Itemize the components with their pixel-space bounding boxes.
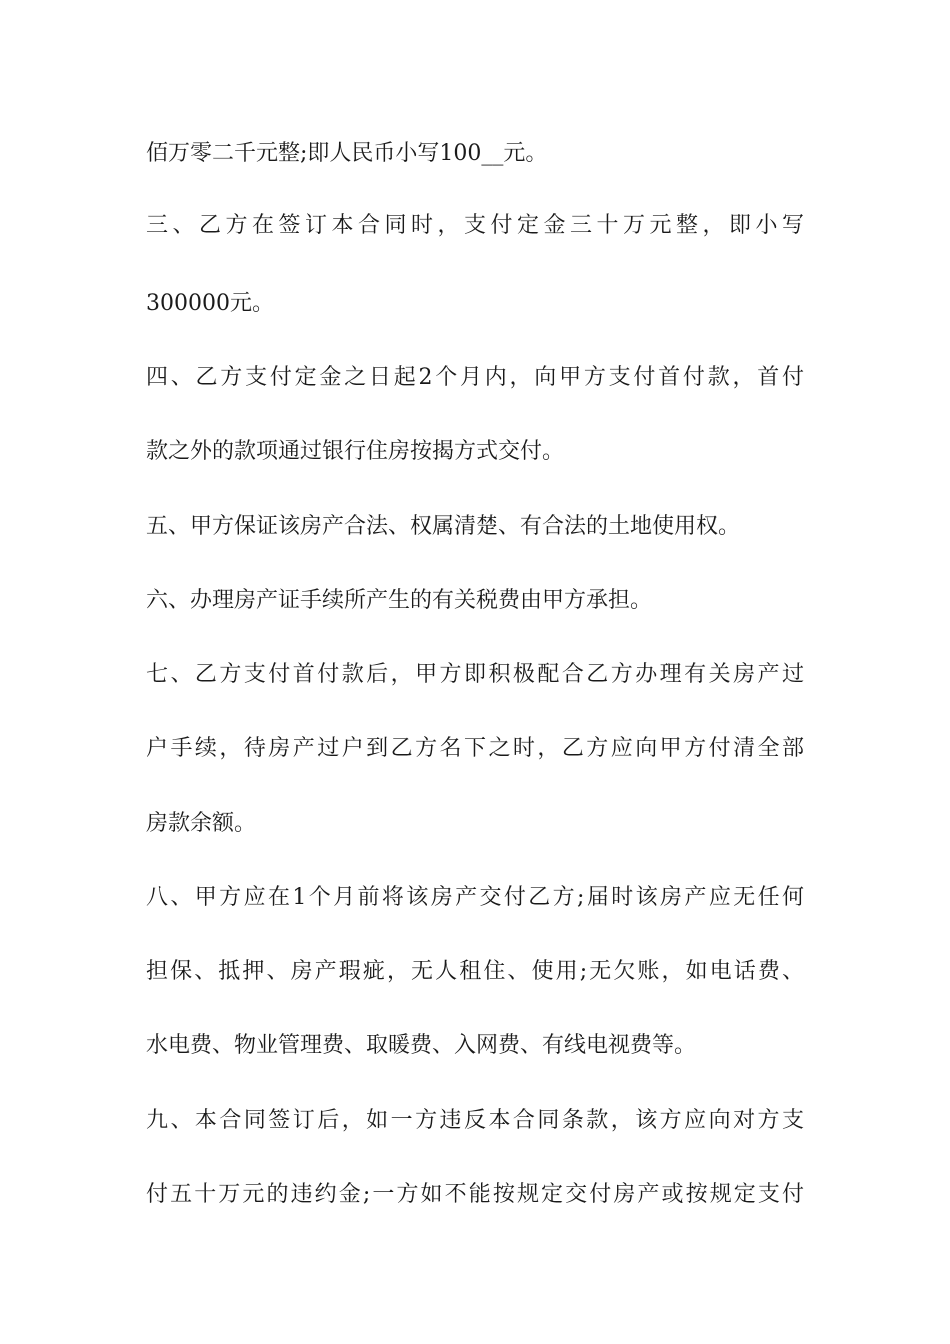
text-line: 四、乙方支付定金之日起2个月内，向甲方支付首付款，首付: [146, 365, 804, 390]
text-line: 三、乙方在签订本合同时，支付定金三十万元整，即小写: [146, 213, 804, 238]
text-line: 房款余额。: [146, 811, 257, 836]
text-line: 七、乙方支付首付款后，甲方即积极配合乙方办理有关房产过: [146, 662, 804, 687]
text-line: 付五十万元的违约金;一方如不能按规定交付房产或按规定支付: [146, 1182, 804, 1207]
text-line: 款之外的款项通过银行住房按揭方式交付。: [146, 439, 565, 464]
text-line: 户手续，待房产过户到乙方名下之时，乙方应向甲方付清全部: [146, 736, 804, 761]
text-line: 六、办理房产证手续所产生的有关税费由甲方承担。: [146, 588, 653, 613]
text-line: 担保、抵押、房产瑕疵，无人租住、使用;无欠账，如电话费、: [146, 959, 804, 984]
text-line: 九、本合同签订后，如一方违反本合同条款，该方应向对方支: [146, 1108, 804, 1133]
text-line: 五、甲方保证该房产合法、权属清楚、有合法的土地使用权。: [146, 514, 741, 539]
text-line: 佰万零二千元整;即人民币小写100__元。: [146, 141, 548, 166]
text-line: 八、甲方应在1个月前将该房产交付乙方;届时该房产应无任何: [146, 885, 804, 910]
text-line: 水电费、物业管理费、取暖费、入网费、有线电视费等。: [146, 1033, 697, 1058]
text-line: 300000元。: [146, 291, 274, 316]
